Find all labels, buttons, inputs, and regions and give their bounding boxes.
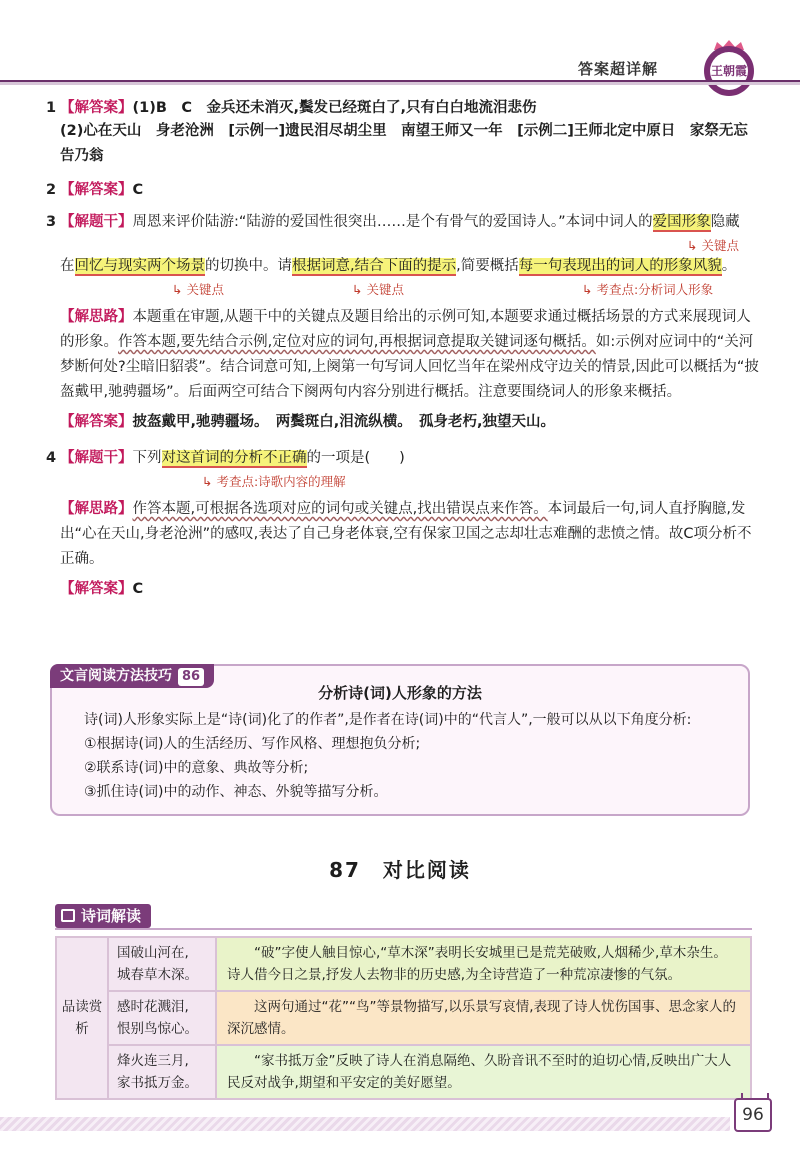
key-point-note: ↳ 关键点 — [687, 235, 739, 257]
highlight-exam: 对这首词的分析不正确 — [161, 450, 307, 466]
logo-text: 王朝霞 — [710, 52, 748, 90]
answer-text: C — [132, 182, 144, 198]
method-tip-box — [50, 664, 750, 816]
solution-idea: 【解思路】作答本题,可根据各选项对应的词句或关键点,找出错误点来作答。本词最后一句,词人直抒胸臆,发出“心在天山,身老沧洲”的感叹,表达了自己身老体衰,空有保家卫国之志却壮志难酬的悲愤之情。故C项分析不正确。 — [60, 501, 752, 567]
row-label: 品读赏析 — [56, 937, 108, 1099]
page-header — [0, 0, 800, 110]
tip-item: ①根据诗(词)人的生活经历、写作风格、理想抱负分析; — [84, 736, 421, 752]
footer-bar — [0, 1117, 730, 1131]
answer-body — [46, 97, 762, 610]
answer-text: C — [132, 581, 144, 597]
calendar-icon — [61, 909, 75, 922]
answer-tag: 【解答案】 — [60, 100, 133, 116]
question-number: 4 — [46, 450, 57, 466]
tip-item: ③抓住诗(词)中的动作、神态、外貌等描写分析。 — [84, 784, 388, 800]
idea-tag: 【解思路】 — [60, 309, 133, 325]
table-row — [56, 991, 751, 1045]
question-stem: 【解题干】下列对这首词的分析不正确的一项是( ) — [60, 450, 405, 466]
poem-lines: 烽火连三月, 家书抵万金。 — [108, 1045, 216, 1099]
answer-tag: 【解答案】 — [60, 581, 133, 597]
question-number: 2 — [46, 182, 57, 198]
header-rule — [0, 80, 800, 85]
solution-idea: 【解思路】本题重在审题,从题干中的关键点及题目给出的示例可知,本题要求通过概括场景的方式来展现词人的形象。作答本题,要先结合示例,定位对应的词句,再根据词意提取关键词逐句概括。如:示例对应词中的“关河梦断何处?尘暗旧貂裘”。结合词意可知,上阕第一句写词人回忆当年在梁州戍守边关的情景,因此可以概括为“披盔戴甲,驰骋疆场”。后面两空可结合下阕两句内容分别进行概括。注意要围绕词人的形象来概括。 — [60, 309, 759, 400]
poem-explanation: 这两句通过“花”“鸟”等景物描写,以乐景写哀情,表现了诗人忧伤国事、思念家人的深沉感情。 — [216, 991, 751, 1045]
answer-line-2: (2)心在天山 身老沧洲 [示例一]遗民泪尽胡尘里 南望王师又一年 [示例二]王师北定中原日 家祭无忘告乃翁 — [60, 123, 748, 164]
poem-explanation: “家书抵万金”反映了诗人在消息隔绝、久盼音讯不至时的迫切心情,反映出广大人民反对战争,期望和平安定的美好愿望。 — [216, 1045, 751, 1099]
poem-lines: 国破山河在, 城春草木深。 — [108, 937, 216, 991]
poem-explanation: “破”字使人触目惊心,“草木深”表明长安城里已是荒芜破败,人烟稀少,草木杂生。诗人借今日之景,抒发人去物非的历史感,为全诗营造了一种荒凉凄惨的气氛。 — [216, 937, 751, 991]
table-row — [56, 1045, 751, 1099]
tip-intro: 诗(词)人形象实际上是“诗(词)化了的作者”,是作者在诗(词)中的“代言人”,一般可以从以下角度分析: — [84, 712, 692, 728]
poem-lines: 感时花溅泪, 恨别鸟惊心。 — [108, 991, 216, 1045]
stem-tag: 【解题干】 — [60, 214, 133, 230]
exam-point-note: ↳ 考查点:诗歌内容的理解 — [202, 471, 346, 493]
tip-label: 文言阅读方法技巧 86 — [50, 664, 214, 688]
highlight-key: 回忆与现实两个场景 — [74, 258, 205, 274]
tip-body — [84, 708, 734, 804]
highlight-exam: 每一句表现出的词人的形象风貌 — [518, 258, 722, 274]
answer-tag: 【解答案】 — [60, 414, 133, 430]
question-number: 3 — [46, 214, 57, 230]
header-title: 答案超详解 — [578, 60, 659, 78]
table-row — [56, 937, 751, 991]
brand-logo — [700, 40, 758, 100]
section-tag: 诗词解读 — [55, 904, 151, 928]
question-3: 3 【解题干】周恩来评价陆游:“陆游的爱国性很突出……是个有骨气的爱国诗人。”本词中词人的爱国形象隐藏 ↳ 关键点 在回忆与现实两个场景的切换中。请根据词意,结合下面的提示,简要概括每一句表现出的词人的形象风貌。 ↳ 关键点 ↳ 关键点 ↳ 考查点:分析词人形象 【解思路】本题重在审题,从题干中的关键点及题目给出的示例可知,本题要求通过概括场景的方式来展现词人的形象。作答本题,要先结合示例,定位对应的词句,再根据词意提取关键词逐句概括。如:示例对应词中的“关河梦断何处?尘暗旧貂裘”。结合词意可知,上阕第一句写词人回忆当年在梁州戍守边关的情景,因此可以概括为“披盔戴甲,驰骋疆场”。后面两空可结合下阕两句内容分别进行概括。注意要围绕词人的形象来概括。 【解答案】披盔戴甲,驰骋疆场。 两鬓斑白,泪流纵横。 孤身老朽,独望天山。 — [52, 211, 762, 433]
question-number: 1 — [46, 100, 57, 116]
highlight-key: 爱国形象 — [652, 214, 711, 230]
question-1 — [46, 97, 762, 169]
tip-title: 分析诗(词)人形象的方法 — [318, 684, 482, 702]
section-title: 87 对比阅读 — [329, 858, 471, 882]
stem-tag: 【解题干】 — [60, 450, 133, 466]
key-point-note: ↳ 关键点 — [172, 279, 224, 301]
question-2 — [46, 179, 762, 201]
question-stem: 【解题干】周恩来评价陆游:“陆游的爱国性很突出……是个有骨气的爱国诗人。”本词中词人的爱国形象隐藏 — [60, 214, 740, 230]
highlight-key: 根据词意,结合下面的提示 — [292, 258, 457, 274]
tip-number: 86 — [178, 668, 204, 686]
tip-item: ②联系诗(词)中的意象、典故等分析; — [84, 760, 309, 776]
answer-text: 披盔戴甲,驰骋疆场。 两鬓斑白,泪流纵横。 孤身老朽,独望天山。 — [132, 414, 556, 430]
answer-line-1: (1)B C 金兵还未消灭,鬓发已经斑白了,只有白白地流泪悲伤 — [132, 100, 537, 116]
question-4 — [46, 447, 762, 600]
poem-analysis-table — [55, 936, 752, 1100]
answer-tag: 【解答案】 — [60, 182, 133, 198]
key-point-note: ↳ 关键点 — [352, 279, 404, 301]
exam-point-note: ↳ 考查点:分析词人形象 — [582, 279, 713, 301]
page-number: 96 — [734, 1098, 772, 1132]
idea-tag: 【解思路】 — [60, 501, 133, 517]
